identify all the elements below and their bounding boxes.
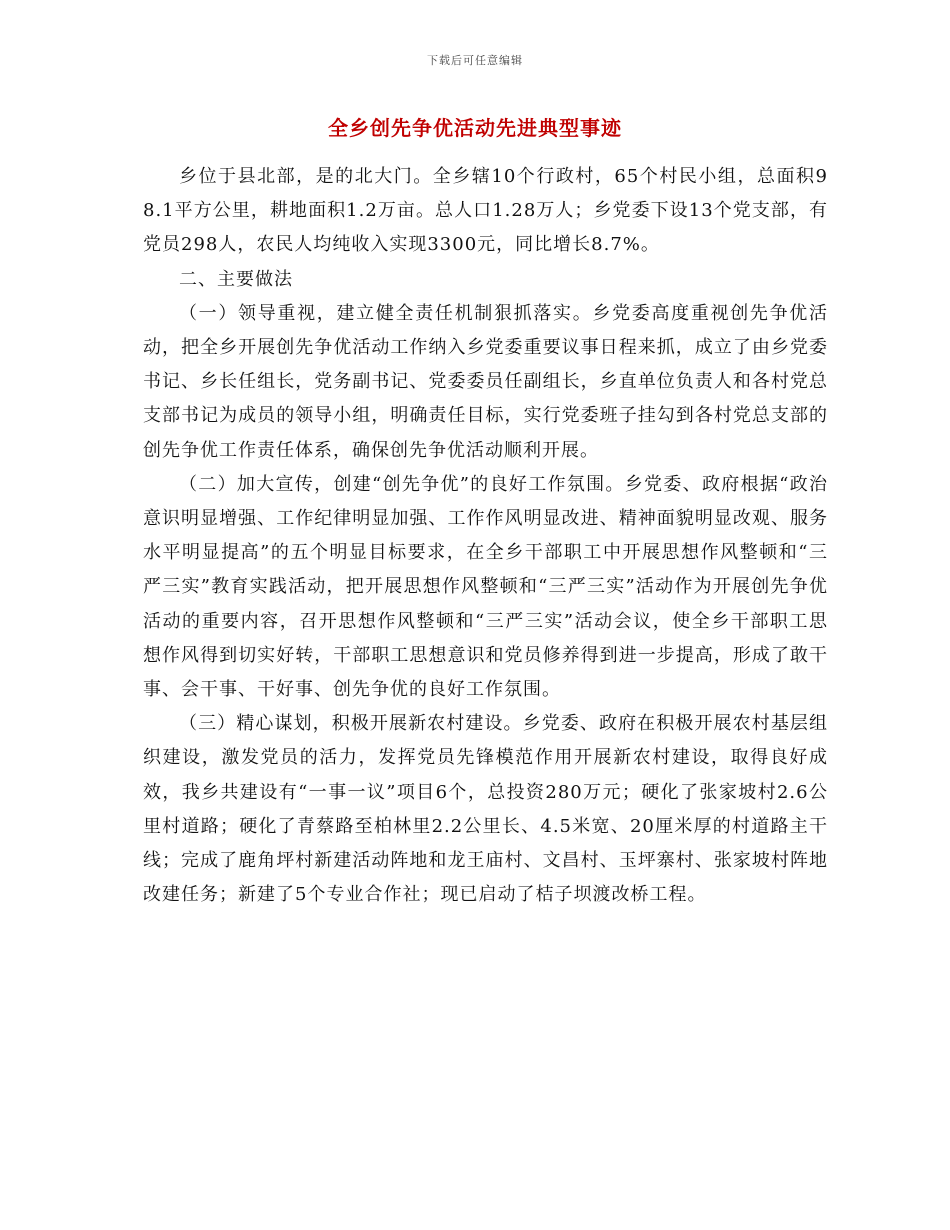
paragraph-publicity: （二）加大宣传，创建“创先争优”的良好工作氛围。乡党委、政府根据“政治意识明显增强、工作纪律明显加强、工作作风明显改进、精神面貌明显改观、服务水平明显提高”的五个明显目标要求，在全乡干部职工中开展思想作风整顿和“三严三实”教育实践活动，把开展思想作风整顿和“三严三实”活动作为开展创先争优活动的重要内容，召开思想作风整顿和“三严三实”活动会议，使全乡干部职工思想作风得到切实好转，干部职工思想意识和党员修养得到进一步提高，形成了敢干事、会干事、干好事、创先争优的良好工作氛围。 xyxy=(143,473,828,701)
paragraph-overview: 乡位于县北部，是的北大门。全乡辖10个行政村，65个村民小组，总面积98.1平方公里，耕地面积1.2万亩。总人口1.28万人；乡党委下设13个党支部，有党员298人，农民人均纯收入实现3300元，同比增长8.7%。 xyxy=(143,166,828,256)
document-title: 全乡创先争优活动先进典型事迹 xyxy=(328,116,622,140)
header-note: 下载后可任意编辑 xyxy=(427,54,523,67)
document-body xyxy=(143,160,828,912)
section-heading-main-practices: 二、主要做法 xyxy=(179,268,293,290)
paragraph-rural-construction: （三）精心谋划，积极开展新农村建设。乡党委、政府在积极开展农村基层组织建设，激发党员的活力，发挥党员先锋模范作用开展新农村建设，取得良好成效，我乡共建设有“一事一议”项目6个，总投资280万元；硬化了张家坡村2.6公里村道路；硬化了青蔡路至柏林里2.2公里长、4.5米宽、20厘米厚的村道路主干线；完成了鹿角坪村新建活动阵地和龙王庙村、文昌村、玉坪寨村、张家坡村阵地改建任务；新建了5个专业合作社；现已启动了桔子坝渡改桥工程。 xyxy=(143,713,828,906)
paragraph-leadership: （一）领导重视，建立健全责任机制狠抓落实。乡党委高度重视创先争优活动，把全乡开展创先争优活动工作纳入乡党委重要议事日程来抓，成立了由乡党委书记、乡长任组长，党务副书记、党委委员任副组长，乡直单位负责人和各村党总支部书记为成员的领导小组，明确责任目标，实行党委班子挂勾到各村党总支部的创先争优工作责任体系，确保创先争优活动顺利开展。 xyxy=(143,302,828,461)
